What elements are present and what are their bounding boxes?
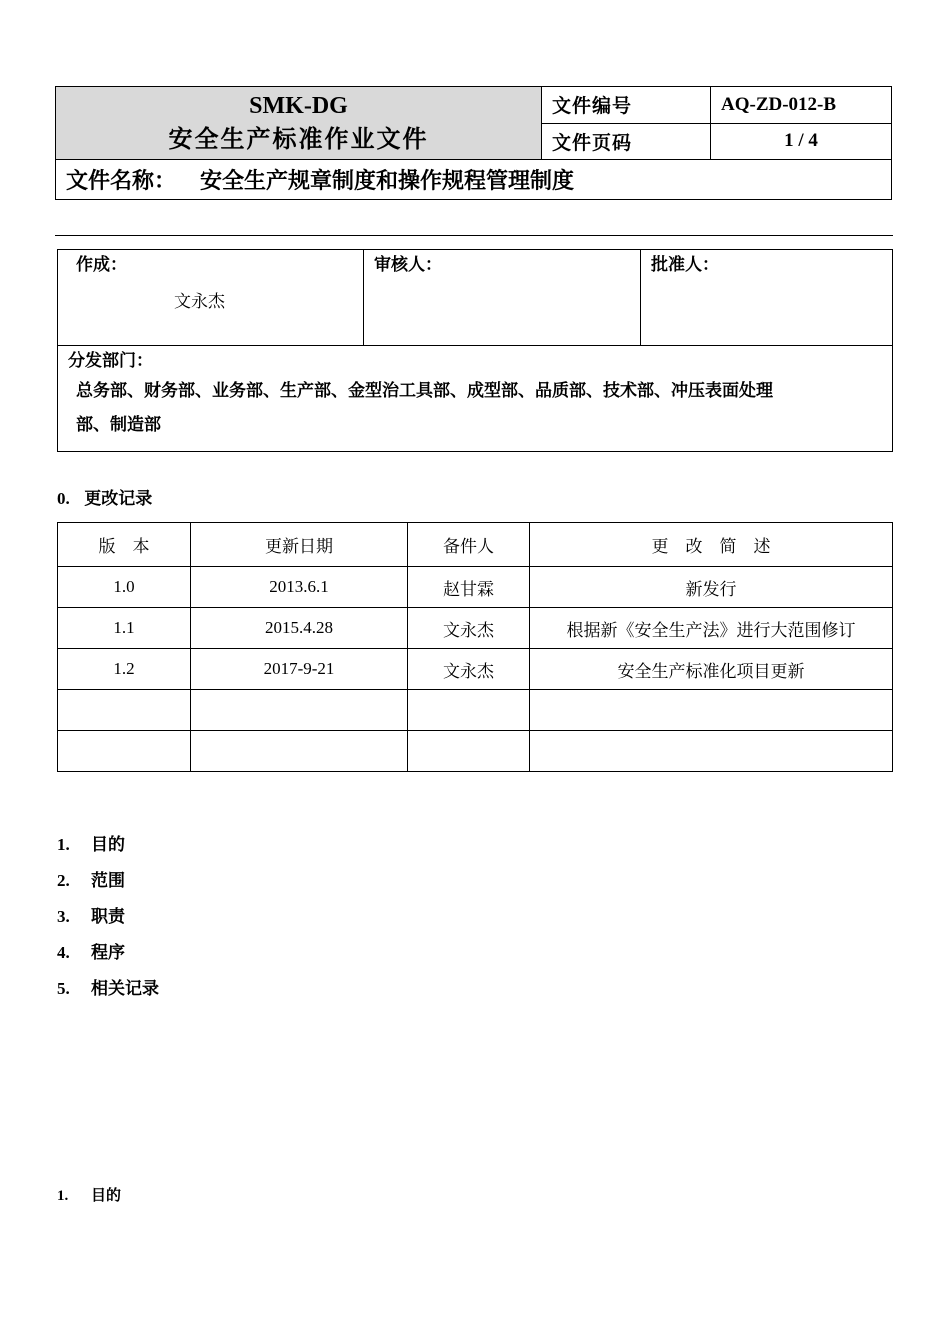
doc-name-value: 安全生产规章制度和操作规程管理制度: [200, 168, 575, 193]
author-name: 文永杰: [174, 292, 225, 311]
header-description: 更 改 简 述: [530, 523, 893, 567]
header-author: 备件人: [408, 523, 530, 567]
doc-number-label: 文件编号: [542, 87, 711, 124]
distribution-cell: [58, 346, 893, 452]
section-0-title: 更改记录: [84, 489, 153, 508]
table-row: [58, 690, 893, 731]
author-label: 作成：: [76, 255, 127, 274]
table-row: [58, 608, 893, 649]
cell-description: 新发行: [530, 567, 893, 608]
cell-date: [191, 731, 408, 772]
page-number-label: 文件页码: [542, 123, 711, 160]
outline-item: 4. 程序: [57, 943, 125, 962]
section-1-heading: [57, 1184, 121, 1208]
cell-date: 2017-9-21: [191, 649, 408, 690]
section-0-number: 0.: [57, 489, 70, 508]
doc-name-label: 文件名称：: [66, 168, 177, 193]
approver-label: 批准人：: [651, 255, 719, 274]
cell-version: [58, 690, 191, 731]
doc-number-value: AQ-ZD-012-B: [711, 87, 892, 124]
cell-author: 文永杰: [408, 649, 530, 690]
header-update-date: 更新日期: [191, 523, 408, 567]
section-outline: [57, 833, 159, 1013]
cell-description: [530, 690, 893, 731]
section-1-title: 目的: [91, 1188, 122, 1204]
outline-item: 5. 相关记录: [57, 979, 159, 998]
cell-author: [408, 731, 530, 772]
brand-cell: [56, 87, 542, 160]
distribution-label: 分发部门：: [68, 351, 153, 370]
doc-name-cell: [56, 160, 892, 200]
outline-item: 1. 目的: [57, 835, 125, 854]
cell-author: 赵甘霖: [408, 567, 530, 608]
outline-item-title: 相关记录: [91, 979, 159, 998]
outline-item-title: 范围: [91, 871, 125, 890]
outline-item-title: 目的: [91, 835, 125, 854]
approval-table: [57, 249, 893, 452]
company-name: SMK-DG: [249, 93, 348, 119]
cell-version: 1.2: [58, 649, 191, 690]
cell-version: 1.1: [58, 608, 191, 649]
header-version: 版 本: [58, 523, 191, 567]
horizontal-rule: [55, 235, 893, 236]
cell-description: 根据新《安全生产法》进行大范围修订: [530, 608, 893, 649]
table-row: [58, 731, 893, 772]
document-type: 安全生产标准作业文件: [168, 127, 429, 153]
cell-date: [191, 690, 408, 731]
section-0-heading: [57, 486, 152, 512]
reviewer-label: 审核人：: [374, 255, 442, 274]
distribution-departments-line1: 总务部、财务部、业务部、生产部、金型治工具部、成型部、品质部、技术部、冲压表面处理: [76, 381, 773, 400]
cell-date: 2013.6.1: [191, 567, 408, 608]
cell-date: 2015.4.28: [191, 608, 408, 649]
outline-item-title: 程序: [91, 943, 125, 962]
table-header-row: [58, 523, 893, 567]
cell-author: [408, 690, 530, 731]
cell-description: [530, 731, 893, 772]
outline-item: 3. 职责: [57, 907, 125, 926]
outline-item: 2. 范围: [57, 871, 125, 890]
outline-item-title: 职责: [91, 907, 125, 926]
author-cell: [58, 250, 364, 346]
distribution-departments-line2: 部、制造部: [76, 415, 161, 434]
cell-author: 文永杰: [408, 608, 530, 649]
approver-cell: [641, 250, 893, 346]
section-1-number: 1.: [57, 1188, 69, 1204]
document-header-table: [55, 86, 892, 200]
table-row: [58, 649, 893, 690]
change-record-table: [57, 522, 893, 772]
cell-version: 1.0: [58, 567, 191, 608]
cell-version: [58, 731, 191, 772]
reviewer-cell: [364, 250, 641, 346]
table-row: [58, 567, 893, 608]
cell-description: 安全生产标准化项目更新: [530, 649, 893, 690]
page-number-value: 1 / 4: [711, 123, 892, 160]
